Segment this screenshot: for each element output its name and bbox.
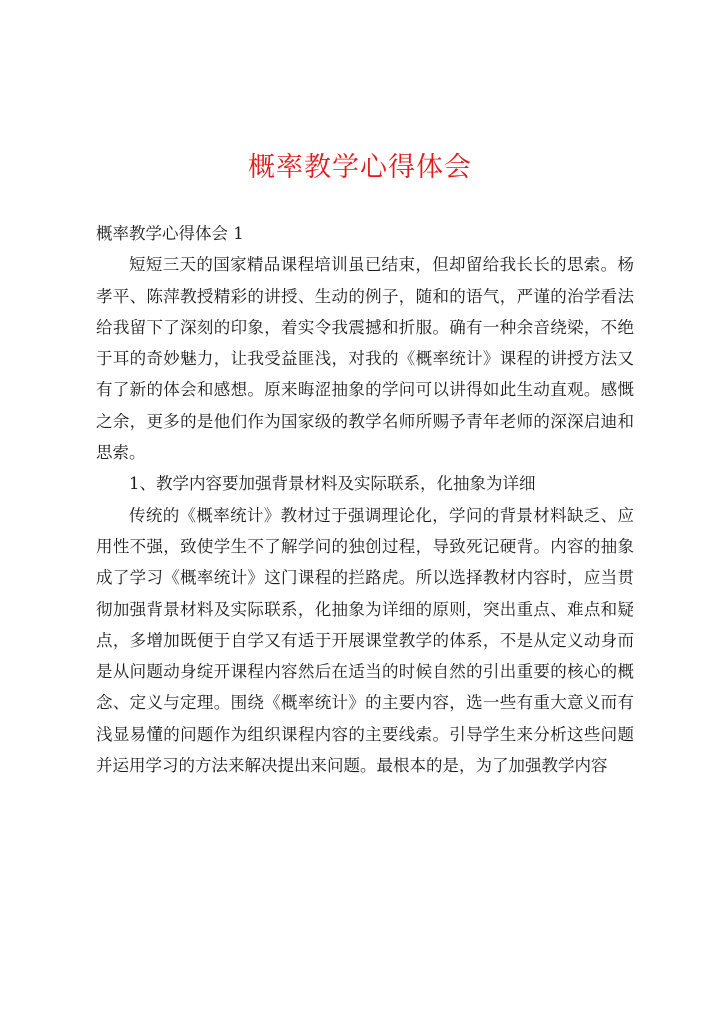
document-title: 概率教学心得体会	[248, 152, 472, 183]
section-heading-1: 1、教学内容要加强背景材料及实际联系，化抽象为详细	[129, 474, 536, 494]
document-body	[96, 218, 634, 781]
section-subtitle: 概率教学心得体会 1	[96, 224, 244, 243]
body-paragraph-1: 短短三天的国家精品课程培训虽已结束，但却留给我长长的思索。杨孝平、陈萍教授精彩的讲授、生动的例子，随和的语气，严谨的治学看法给我留下了深刻的印象，着实令我震撼和折服。确有一种余音绕梁，不绝于耳的奇妙魅力，让我受益匪浅，对我的《概率统计》课程的讲授方法又有了新的体会和感想。原来晦涩抽象的学问可以讲得如此生动直观。感慨之余，更多的是他们作为国家级的教学名师所赐予青年老师的深深启迪和思索。	[96, 255, 634, 463]
body-paragraph-2: 传统的《概率统计》教材过于强调理论化，学问的背景材料缺乏、应用性不强，致使学生不了解学问的独创过程，导致死记硬背。内容的抽象成了学习《概率统计》这门课程的拦路虎。所以选择教材内容时，应当贯彻加强背景材料及实际联系，化抽象为详细的原则，突出重点、难点和疑点，多增加既便于自学又有适于开展课堂教学的体系，不是从定义动身而是从问题动身绽开课程内容然后在适当的时候自然的引出重要的核心的概念、定义与定理。围绕《概率统计》的主要内容，选一些有重大意义而有浅显易懂的问题作为组织课程内容的主要线索。引导学生来分析这些问题并运用学习的方法来解决提出来问题。最根本的是，为了加强教学内容	[96, 505, 634, 776]
